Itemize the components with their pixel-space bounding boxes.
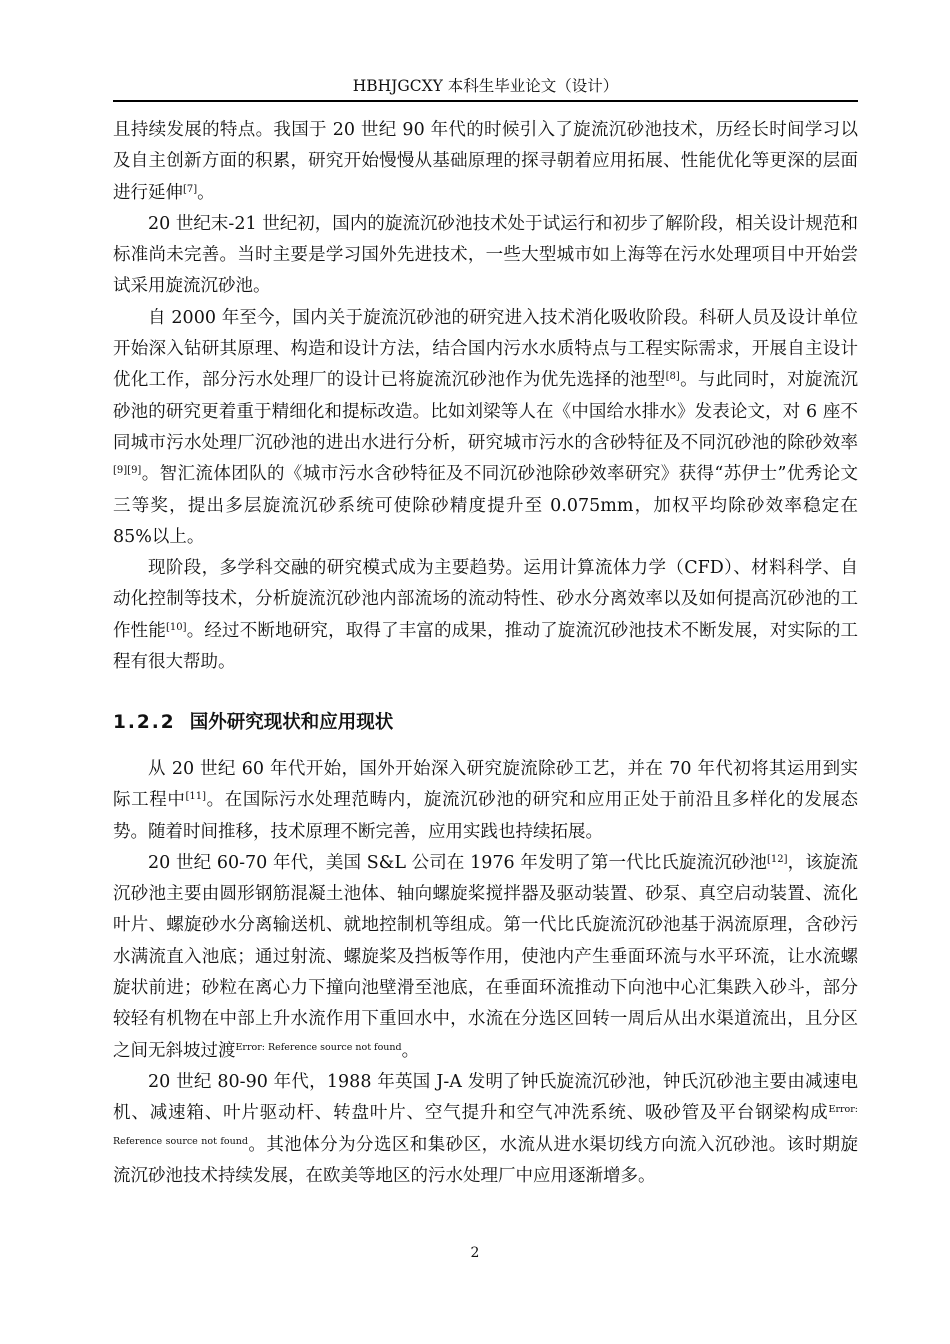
paragraph-text: 。其池体分为分选区和集砂区，水流从进水渠切线方向流入沉砂池。该时期旋流沉砂池技术持续发展，在欧美等地区的污水处理厂中应用逐渐增多。 (113, 1134, 858, 1186)
paragraph-text: 。 (401, 1040, 420, 1061)
paragraph (113, 1067, 858, 1192)
page-number: 2 (470, 1245, 480, 1261)
citation-ref: [9][9] (113, 465, 142, 477)
header-rule (113, 100, 858, 102)
body-text-top (113, 115, 858, 678)
paragraph (113, 115, 858, 209)
citation-ref: [11] (185, 791, 206, 803)
section-number: 1.2.2 (113, 712, 176, 733)
citation-ref: [12] (767, 853, 788, 865)
paragraph-text: 。 (197, 182, 215, 203)
citation-ref: [7] (183, 183, 198, 195)
paragraph-text: 20 世纪 60-70 年代，美国 S&L 公司在 1976 年发明了第一代比氏旋流沉砂池 (148, 852, 767, 873)
citation-error: Error: Reference source not found (113, 1104, 858, 1147)
paragraph-text: 且持续发展的特点。我国于 20 世纪 90 年代的时候引入了旋流沉砂池技术，历经长时间学习以及自主创新方面的积累，研究开始慢慢从基础原理的探寻朝着应用拓展、性能优化等更深的层面进行延伸 (113, 120, 858, 203)
body-text-bottom (113, 754, 858, 1192)
citation-ref: [10] (166, 621, 187, 633)
paragraph (113, 754, 858, 848)
paragraph-text: 20 世纪末-21 世纪初，国内的旋流沉砂池技术处于试运行和初步了解阶段，相关设计规范和标准尚未完善。当时主要是学习国外先进技术，一些大型城市如上海等在污水处理项目中开始尝试采用旋流沉砂池。 (113, 213, 858, 297)
paragraph-text: 现阶段，多学科交融的研究模式成为主要趋势。运用计算流体力学（CFD）、材料科学、自动化控制等技术，分析旋流沉砂池内部流场的流动特性、砂水分离效率以及如何提高沉砂池的工作性能 (113, 558, 858, 641)
paragraph (113, 848, 858, 1067)
paragraph-text: ，该旋流沉砂池主要由圆形钢筋混凝土池体、轴向螺旋桨搅拌器及驱动装置、砂泵、真空启动装置、流化叶片、螺旋砂水分离输送机、就地控制机等组成。第一代比氏旋流沉砂池基于涡流原理，含砂污水满流直入池底；通过射流、螺旋桨及挡板等作用，使池内产生垂面环流与水平环流，让水流螺旋状前进；砂粒在离心力下撞向池壁滑至池底，在垂面环流推动下向池中心汇集跌入砂斗，部分较轻有机物在中部上升水流作用下重回水中，水流在分选区回转一周后从出水渠道流出，且分区之间无斜坡过渡 (113, 852, 858, 1061)
page-header: HBHJGCXY 本科生毕业论文（设计） (352, 77, 619, 95)
paragraph-text: 。智汇流体团队的《城市污水含砂特征及不同沉砂池除砂效率研究》获得“苏伊士”优秀论文三等奖，提出多层旋流沉砂系统可使除砂精度提升至 0.075mm，加权平均除砂效率稳定在 85%以上。 (113, 464, 858, 547)
paragraph (113, 303, 858, 553)
paragraph-text: 20 世纪 80-90 年代，1988 年英国 J-A 发明了钟氏旋流沉砂池，钟氏沉砂池主要由减速电机、减速箱、叶片驱动杆、转盘叶片、空气提升和空气冲洗系统、吸砂管及平台钢梁构成 (113, 1071, 858, 1124)
paragraph (113, 553, 858, 678)
paragraph-text: 从 20 世纪 60 年代开始，国外开始深入研究旋流除砂工艺，并在 70 年代初将其运用到实际工程中 (113, 759, 858, 811)
section-title: 国外研究现状和应用现状 (189, 712, 394, 733)
paragraph-text: 。经过不断地研究，取得了丰富的成果，推动了旋流沉砂池技术不断发展，对实际的工程有很大帮助。 (113, 620, 859, 673)
citation-error: Error: Reference source not found (235, 1041, 402, 1053)
paragraph (113, 209, 858, 303)
paragraph-text: 自 2000 年至今，国内关于旋流沉砂池的研究进入技术消化吸收阶段。科研人员及设计单位开始深入钻研其原理、构造和设计方法，结合国内污水水质特点与工程实际需求，开展自主设计优化工作，部分污水处理厂的设计已将旋流沉砂池作为优先选择的池型 (113, 307, 858, 391)
paragraph-text: 。在国际污水处理范畴内，旋流沉砂池的研究和应用正处于前沿且多样化的发展态势。随着时间推移，技术原理不断完善，应用实践也持续拓展。 (113, 790, 859, 842)
section-heading (113, 708, 858, 738)
paragraph-text: 。与此同时，对旋流沉砂池的研究更着重于精细化和提标改造。比如刘梁等人在《中国给水排水》发表论文，对 6 座不同城市污水处理厂沉砂池的进出水进行分析，研究城市污水的含砂特征及不同沉砂池的除砂效率 (113, 370, 859, 453)
citation-ref: [8] (665, 371, 680, 383)
